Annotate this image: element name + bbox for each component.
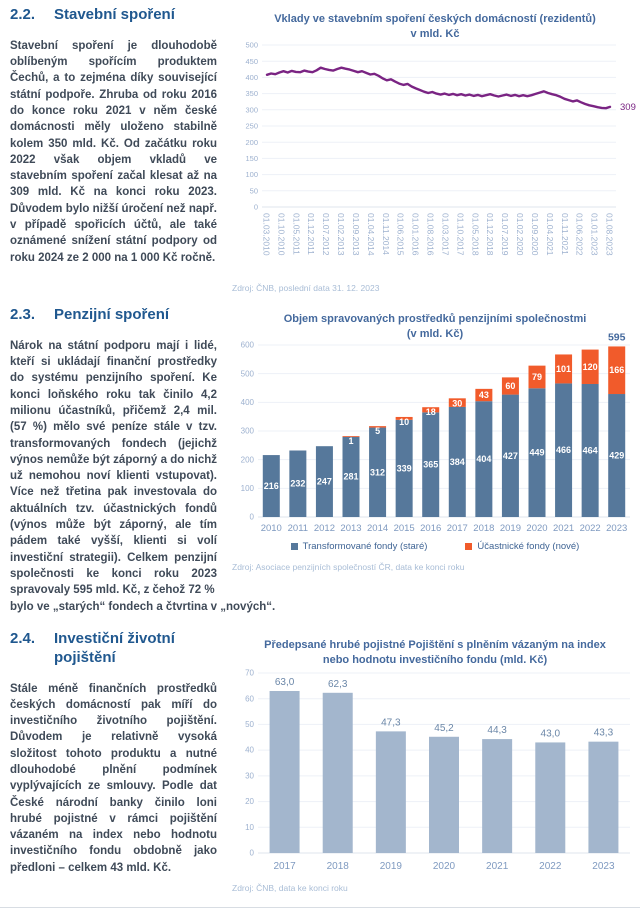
y-axis-tick-label: 200	[245, 137, 258, 147]
chart-legend	[232, 541, 638, 552]
section-heading	[10, 630, 217, 668]
x-axis-year-label: 2022	[579, 523, 601, 535]
y-axis-tick-label: 200	[240, 455, 254, 465]
legend-swatch-blue-icon	[291, 543, 298, 550]
line-end-value-label: 309	[620, 101, 636, 113]
x-axis-year-label: 2020	[526, 523, 548, 535]
x-axis-date-label: 01.10.2017	[455, 213, 466, 256]
chart-subtitle: (v mld. Kč)	[406, 327, 464, 340]
x-axis-date-label: 01.11.2014	[380, 213, 391, 255]
x-axis-date-label: 01.11.2021	[559, 213, 570, 255]
x-axis-year-label: 2013	[340, 523, 362, 535]
y-axis-tick-label: 10	[245, 822, 254, 832]
bar-pojistne	[429, 737, 459, 853]
section-number: 2.3.	[10, 306, 36, 323]
bar-pojistne	[588, 742, 618, 853]
y-axis-tick-label: 0	[249, 512, 254, 522]
x-axis-date-label: 01.06.2015	[395, 213, 406, 256]
bar-value-label-blue: 384	[449, 456, 465, 467]
x-axis-year-label: 2023	[606, 523, 628, 535]
y-axis-tick-label: 350	[245, 89, 258, 99]
y-axis-tick-label: 250	[245, 121, 258, 131]
y-axis-tick-label: 50	[249, 186, 258, 196]
bar-value-label-blue: 449	[529, 447, 545, 458]
bar-value-label-orange: 1	[348, 436, 354, 447]
x-axis-date-label: 01.06.2022	[574, 213, 585, 256]
y-axis-tick-label: 20	[245, 797, 254, 807]
y-axis-tick-label: 40	[245, 745, 254, 755]
legend-label: Účastnické fondy (nové)	[477, 541, 580, 553]
line-series-vklady	[267, 68, 610, 109]
x-axis-year-label: 2014	[367, 523, 389, 535]
bar-value-label: 63,0	[274, 677, 295, 689]
section-paragraph-last-line: bylo ve „starých“ fondech a čtvrtina v „nových“.	[10, 600, 276, 613]
bar-pojistne	[482, 739, 512, 853]
y-axis-tick-label: 150	[245, 154, 258, 164]
x-axis-year-label: 2016	[420, 523, 442, 535]
x-axis-year-label: 2012	[313, 523, 335, 535]
y-axis-tick-label: 100	[240, 483, 254, 493]
chart-source: Zdroj: ČNB, data ke konci roku	[232, 883, 348, 894]
section-paragraph: Stavební spoření je dlouhodobě oblíbeným spořícím produktem Čechů, a to zejména díky související státní podpoře. Zhruba od roku 2016 do konce roku 2021 v něm české domácnosti měly uloženo stabilně kolem 350 mld. Kč. Od začátku roku 2022 však objem vkladů ve stavebním spoření začal klesat až na 309 mld. Kč na konci roku 2023. Důvodem bylo nižší úročení než např. v případě spořicích účtů, ale také oznámené snížení státní podpory od roku 2024 ze 2 000 na 1 000 Kč ročně.	[10, 39, 217, 264]
chart-subtitle: nebo hodnotu investičního fondu (mld. Kč)	[322, 653, 548, 666]
x-axis-date-label: 01.04.2021	[544, 213, 555, 256]
section-investicni-zivotni-pojisteni	[10, 630, 217, 876]
x-axis-date-label: 01.07.2012	[321, 213, 332, 256]
legend-swatch-orange-icon	[465, 543, 472, 550]
y-axis-tick-label: 400	[240, 397, 254, 407]
x-axis-date-label: 01.03.2017	[440, 213, 451, 256]
bar-chart-svg	[232, 667, 638, 879]
chart-title: Objem spravovaných prostředků penzijními společnostmi	[283, 313, 587, 325]
section-paragraph: Nárok na státní podporu mají i lidé, kteří si ukládají finanční prostředky do systému penzijního spoření. Ke konci loňského roku tak činilo 4,2 milionu účastníků, přičemž 2,4 mil. (57 %) mělo své peníze stále v tzv. transformovaných fondech (jejichž výnos nemůže být záporný a do nichž už nemohou noví klienti vstupovat). Více než třetina pak investovala do aktuálních tzv. účastnických fondů (výnos může být záporný, ale tím pádem také vyšší, klienti si volí investiční strategii). Celkem penzijní společnosti ke konci roku 2023 spravovaly 595 mld. Kč, z čehož 72 %	[10, 339, 217, 597]
y-axis-tick-label: 600	[240, 340, 254, 350]
y-axis-tick-label: 300	[240, 426, 254, 436]
bar-value-label-orange: 10	[399, 416, 410, 427]
legend-item-ucastnicke	[465, 541, 579, 552]
bar-value-label-orange: 18	[425, 407, 436, 418]
y-axis-tick-label: 50	[245, 720, 254, 730]
section-title: Penzijní spoření	[54, 306, 170, 323]
x-axis-year-label: 2021	[486, 861, 509, 873]
x-axis-year-label: 2019	[499, 523, 521, 535]
chart-subtitle: v mld. Kč	[410, 27, 460, 40]
section-title: Stavební spoření	[54, 6, 175, 23]
bar-value-label-orange: 120	[582, 361, 598, 372]
chart-vklady-stavebni-sporeni	[232, 6, 638, 293]
bar-value-label-blue: 281	[343, 471, 359, 482]
section-heading	[10, 306, 217, 325]
bar-value-label-blue: 365	[423, 459, 439, 470]
x-axis-year-label: 2020	[432, 861, 456, 873]
x-axis-date-label: 01.10.2010	[276, 213, 287, 256]
x-axis-date-label: 01.07.2019	[500, 213, 511, 256]
bar-value-label: 62,3	[327, 678, 348, 690]
bar-value-label-blue: 247	[316, 476, 332, 487]
y-axis-tick-label: 450	[245, 56, 258, 66]
section-title: Investiční životní pojištění	[54, 630, 175, 666]
bar-total-label: 595	[607, 331, 626, 344]
bar-value-label-blue: 427	[502, 450, 518, 461]
bar-pojistne	[270, 691, 300, 853]
y-axis-tick-label: 500	[240, 369, 254, 379]
bar-value-label-orange: 166	[609, 365, 625, 376]
x-axis-year-label: 2010	[260, 523, 282, 535]
chart-title: Předepsané hrubé pojistné Pojištění s plněním vázaným na index	[264, 639, 606, 651]
bar-pojistne	[376, 731, 406, 853]
section-number: 2.2.	[10, 6, 36, 23]
x-axis-year-label: 2018	[473, 523, 495, 535]
section-paragraph: Stále méně finančních prostředků českých domácností pak míří do investičního životního pojištění. Důvodem je relativně vysoká složitost tohoto produktu a nutné dlouhodobé plnění podmínek vyplývajících ze smlouvy. Podle dat České národní banky činilo loni hrubé pojistné v rámci pojištění vázaném na index nebo hodnotu investičního fondu obdobně jako předloni – celkem 43 mld. Kč.	[10, 682, 217, 874]
x-axis-date-label: 01.01.2023	[589, 213, 600, 256]
chart-source: Zdroj: Asociace penzijních společností ČR, data ke konci roku	[232, 562, 465, 573]
y-axis-tick-label: 500	[245, 40, 258, 50]
x-axis-year-label: 2018	[326, 861, 349, 873]
x-axis-year-label: 2011	[287, 523, 309, 535]
x-axis-date-label: 01.05.2018	[470, 213, 481, 256]
x-axis-year-label: 2017	[273, 861, 296, 873]
y-axis-tick-label: 300	[245, 105, 258, 115]
x-axis-year-label: 2021	[553, 523, 575, 535]
legend-label: Transformované fondy (staré)	[302, 541, 428, 553]
bar-value-label-orange: 101	[556, 363, 572, 374]
x-axis-date-label: 01.05.2011	[291, 213, 302, 255]
bar-value-label-orange: 30	[452, 398, 463, 409]
x-axis-date-label: 01.12.2018	[485, 213, 496, 256]
bar-value-label-blue: 464	[582, 445, 598, 456]
section-heading	[10, 6, 217, 25]
bar-value-label: 43,0	[540, 728, 561, 740]
bar-value-label-blue: 216	[263, 481, 279, 492]
bar-value-label: 43,3	[593, 727, 614, 739]
bar-value-label-blue: 404	[476, 454, 492, 465]
bar-value-label: 47,3	[381, 717, 401, 729]
x-axis-date-label: 01.12.2011	[306, 213, 317, 255]
bar-pojistne	[323, 693, 353, 853]
chart-source: Zdroj: ČNB, poslední data 31. 12. 2023	[232, 283, 380, 294]
x-axis-year-label: 2015	[393, 523, 415, 535]
bar-value-label-orange: 43	[478, 390, 489, 401]
x-axis-year-label: 2017	[446, 523, 468, 535]
y-axis-tick-label: 0	[249, 848, 254, 858]
section-stavebni-sporeni	[10, 6, 217, 266]
legend-item-transformovane	[291, 541, 428, 552]
y-axis-tick-label: 30	[245, 771, 254, 781]
bar-value-label-orange: 60	[505, 381, 516, 392]
x-axis-year-label: 2023	[592, 861, 615, 873]
chart-penzijni-spolecnosti	[232, 306, 638, 572]
y-axis-tick-label: 0	[253, 202, 258, 212]
x-axis-date-label: 01.08.2023	[604, 213, 615, 256]
bar-pojistne	[535, 742, 565, 853]
chart-investicni-pojisteni	[232, 632, 638, 893]
bar-value-label: 44,3	[487, 725, 507, 737]
x-axis-date-label: 01.02.2013	[336, 213, 347, 256]
bar-value-label-orange: 79	[531, 371, 543, 382]
bar-value-label-blue: 429	[609, 450, 625, 461]
bar-value-label-orange: 5	[375, 426, 381, 437]
line-chart-svg	[232, 41, 638, 275]
y-axis-tick-label: 400	[245, 73, 258, 83]
y-axis-tick-label: 100	[245, 170, 258, 180]
chart-title: Vklady ve stavebním spoření českých domácností (rezidentů)	[274, 13, 596, 25]
bar-value-label-blue: 466	[556, 445, 572, 456]
x-axis-date-label: 01.04.2014	[365, 213, 376, 256]
y-axis-tick-label: 60	[245, 694, 254, 704]
bar-value-label-blue: 339	[396, 463, 412, 474]
x-axis-date-label: 01.09.2020	[529, 213, 540, 256]
x-axis-date-label: 01.09.2013	[350, 213, 361, 256]
page-bottom-divider	[0, 907, 640, 908]
x-axis-date-label: 01.02.2020	[515, 213, 526, 256]
x-axis-date-label: 01.01.2016	[410, 213, 421, 256]
bar-value-label: 45,2	[434, 722, 454, 734]
y-axis-tick-label: 70	[245, 668, 254, 678]
x-axis-date-label: 01.03.2010	[261, 213, 272, 256]
x-axis-year-label: 2019	[379, 861, 402, 873]
section-number: 2.4.	[10, 630, 36, 647]
bar-value-label-blue: 312	[370, 467, 386, 478]
bar-value-label-blue: 232	[290, 478, 306, 489]
x-axis-date-label: 01.08.2016	[425, 213, 436, 256]
x-axis-year-label: 2022	[539, 861, 562, 873]
